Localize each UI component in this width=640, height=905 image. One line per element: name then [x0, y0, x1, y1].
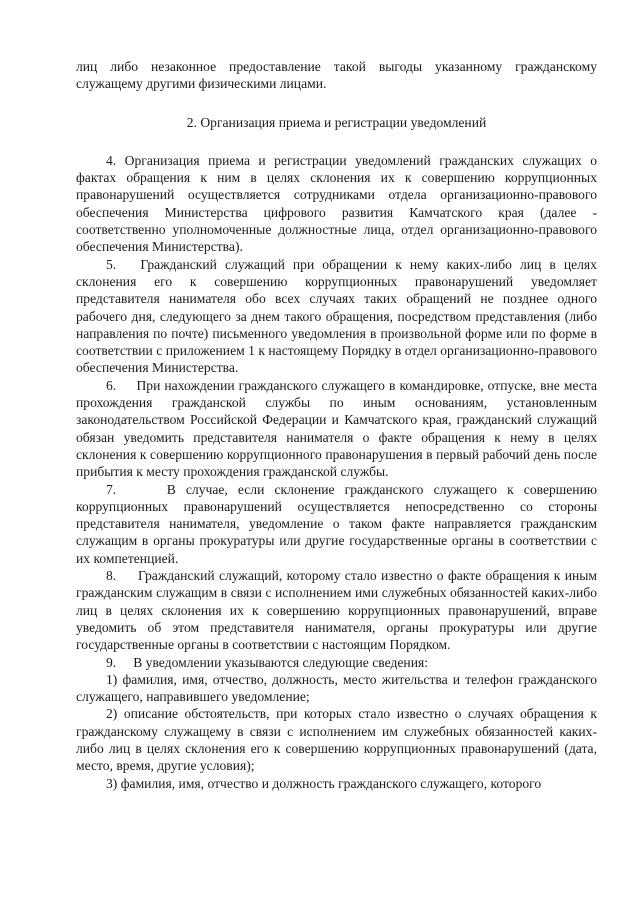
- item-number: 4.: [106, 152, 117, 168]
- subitem-2: 2) описание обстоятельств, при которых стало известно о случаях обращения к гражданскому служащему в связи с исполнением им служебных обязанностей каких-либо лиц в целях склонения его к совершению коррупционных правонарушений (дата, место, время, другие условия);: [76, 706, 597, 774]
- item-7: [76, 481, 597, 567]
- item-5: [76, 256, 597, 377]
- item-8: [76, 567, 597, 653]
- item-number: 5.: [106, 256, 117, 272]
- item-9: [76, 654, 597, 671]
- item-number: 8.: [106, 568, 117, 584]
- item-text: Гражданский служащий при обращении к нему каких-либо лиц в целях склонения его к совершению коррупционных правонарушений уведомляет представителя нанимателя обо всех случаях таких обращений не позднее одного рабочего дня, следующего за днем такого обращения, посредством представления (либо направления по почте) письменного уведомления в произвольной форме или по форме в соответствии с приложением 1 к настоящему Порядку в отдел организационно-правового обеспечения Министерства.: [76, 256, 597, 376]
- item-text: При нахождении гражданского служащего в командировке, отпуске, вне места прохождения гражданской службы по иным основаниям, установленным законодательством Российской Федерации и Камчатского края, гражданский служащий обязан уведомить представителя нанимателя о факте обращения к нему в целях склонения к совершению коррупционного правонарушения в первый рабочий день после прибытия к месту прохождения гражданской службы.: [76, 377, 597, 480]
- item-4: [76, 152, 597, 256]
- item-6: [76, 377, 597, 481]
- item-text: В уведомлении указываются следующие сведения:: [133, 654, 428, 670]
- subitem-3: 3) фамилия, имя, отчество и должность гражданского служащего, которого: [106, 775, 542, 791]
- item-number: 6.: [106, 377, 117, 393]
- section-heading: 2. Организация приема и регистрации уведомлений: [186, 114, 487, 130]
- item-number: 9.: [106, 654, 117, 670]
- intro-continuation: лиц либо незаконное предоставление такой выгоды указанному гражданскому служащему другими физическими лицами.: [76, 59, 597, 92]
- item-text: В случае, если склонение гражданского служащего к совершению коррупционных правонарушений осуществляется непосредственно со стороны представителя нанимателя, уведомление о таком факте направляется гражданским служащим в органы прокуратуры или другие государственные органы в соответствии с их компетенцией.: [76, 481, 597, 566]
- item-text: Гражданский служащий, которому стало известно о факте обращения к иным гражданским служащим в связи с исполнением ими служебных обязанностей каких-либо лиц в целях склонения их к совершению коррупционных правонарушений, вправе уведомить об этом представителя нанимателя, органы прокуратуры или другие государственные органы в соответствии с настоящим Порядком.: [76, 568, 598, 653]
- subitem-1: 1) фамилия, имя, отчество, должность, место жительства и телефон гражданского служащего, направившего уведомление;: [76, 671, 597, 705]
- item-text: Организация приема и регистрации уведомлений гражданских служащих о фактах обращения к ним в целях склонения их к совершению коррупционных правонарушений осуществляется сотрудниками отдела организационно-правового обеспечения Министерства цифрового развития Камчатского края (далее - соответственно уполномоченные должностные лица, отдел организационно-правового обеспечения Министерства).: [76, 152, 598, 255]
- item-number: 7.: [106, 481, 117, 497]
- document-page: [76, 58, 597, 792]
